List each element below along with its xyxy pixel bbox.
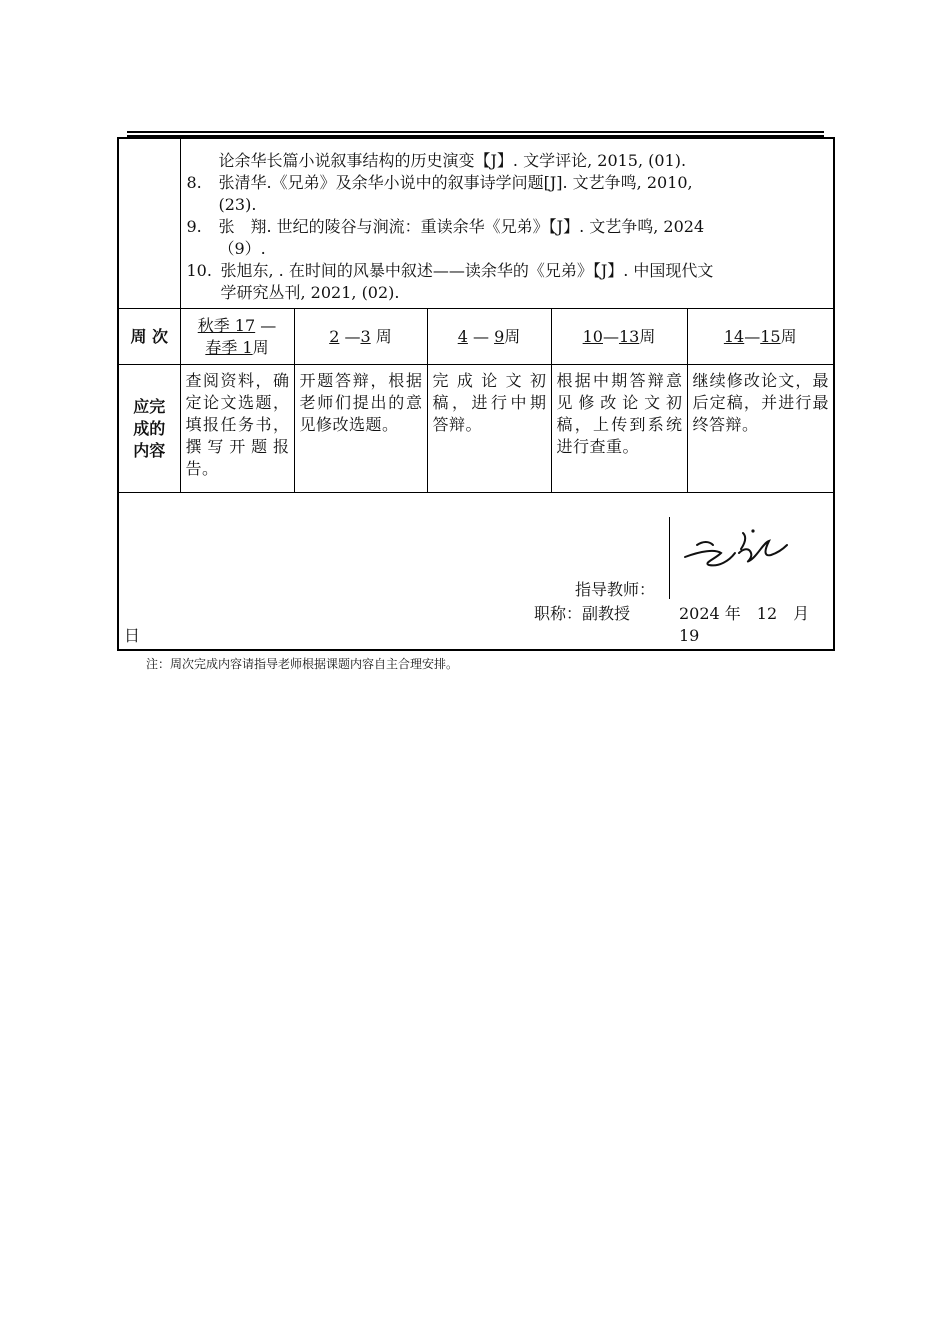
week-header: 周 次 [118,309,180,365]
reference-item [187,216,830,260]
task-cell: 继续修改论文，最后定稿，并进行最终答辩。 [687,365,834,493]
reference-text-cont: 学研究丛刊, 2021, (02). [220,283,400,302]
week-end: 15 [760,326,781,346]
reference-item [187,260,830,304]
week-start: 10 [582,326,603,346]
reference-number: 9. [186,217,202,236]
reference-text: 张清华.《兄弟》及余华小说中的叙事诗学问题[J]. 文艺争鸣, 2010, [218,173,693,192]
footnote: 注：周次完成内容请指导老师根据课题内容自主合理安排。 [146,657,459,671]
signature-row [118,493,834,651]
week-cell [687,309,834,365]
reference-text: 张旭东, . 在时间的风暴中叙述——读余华的《兄弟》【J】. 中国现代文 [220,261,714,280]
reference-text-cont: (23). [218,195,257,214]
week-cell [551,309,687,365]
week-end: 9 [494,326,505,346]
references-cell [180,138,834,309]
task-cell: 根据中期答辩意见修改论文初稿，上传到系统进行查重。 [551,365,687,493]
week-dash: — [744,326,761,346]
advisor-title: 职称：副教授 [534,604,631,623]
week-start: 14 [723,326,745,346]
week-cell [180,309,294,365]
week-row [118,309,834,365]
week-dash: — [260,315,277,335]
references-row [118,138,834,309]
week-unit: 周 [780,326,797,346]
week-cell [427,309,551,365]
task-cell: 开题答辩，根据老师们提出的意见修改选题。 [294,365,427,493]
signature-cell [118,493,834,651]
week-dash: — [344,326,361,346]
week-start: 2 [329,326,340,346]
advisor-label: 指导教师： [575,580,656,599]
week-end: 春季 1 [205,337,253,357]
task-cell: 查阅资料，确定论文选题，填报任务书，撰写开题报告。 [180,365,294,493]
week-start: 4 [457,326,468,346]
reference-continued: 论余华长篇小说叙事结构的历史演变【J】. 文学评论, 2015, (01). [218,151,687,170]
signature-date-day: 日 [124,626,141,645]
week-start: 秋季 17 [197,315,256,335]
week-end: 3 [360,326,371,346]
week-unit: 周 [504,326,521,346]
reference-text-cont: （9）. [218,239,266,258]
top-rule-thin [127,131,824,133]
content-row [118,365,834,493]
reference-text: 张 翔. 世纪的陵谷与涧流：重读余华《兄弟》【J】. 文艺争鸣, 2024 [218,217,705,236]
week-dash: — [602,326,619,346]
week-unit: 周 [375,326,392,346]
schedule-table [117,137,835,651]
content-header: 应完 成的 内容 [118,365,180,493]
references-label-cell [118,138,180,309]
handwritten-signature [679,523,789,571]
signature-date: 2024 年 12 月 19 [679,604,810,645]
reference-number: 8. [186,173,202,192]
task-cell: 完成论文初稿，进行中期答辩。 [427,365,551,493]
week-dash: — [472,326,489,346]
week-unit: 周 [252,337,269,357]
signature-divider [669,517,670,599]
week-cell [294,309,427,365]
reference-number: 10. [186,261,212,280]
week-end: 13 [618,326,640,346]
week-unit: 周 [639,326,656,346]
reference-item [187,172,830,216]
